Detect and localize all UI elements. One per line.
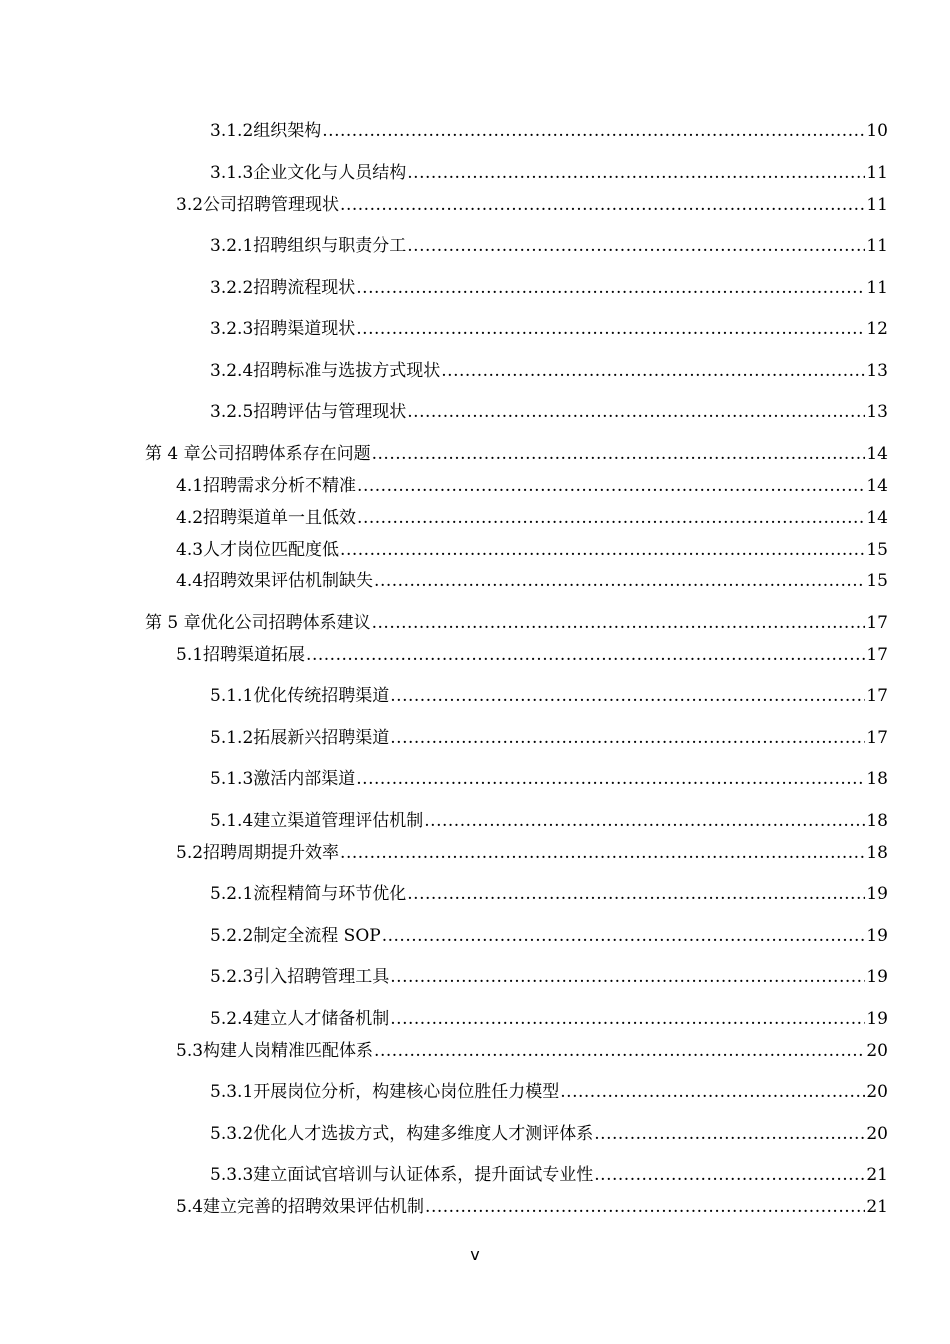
- toc-entry-title: 流程精简与环节优化: [253, 884, 407, 904]
- toc-dot-leader: [372, 443, 866, 465]
- toc-dot-leader: [441, 360, 865, 382]
- toc-entry[interactable]: [0, 810, 950, 832]
- toc-dot-leader: [340, 539, 865, 561]
- toc-entry-title: 优化传统招聘渠道: [253, 686, 390, 706]
- toc-entry-number: 5.3: [176, 1041, 204, 1061]
- toc-entry-number: 5.2.2: [210, 926, 254, 946]
- toc-entry[interactable]: [0, 1081, 950, 1103]
- toc-entry[interactable]: [0, 401, 950, 423]
- toc-entry-page: 17: [866, 613, 888, 633]
- toc-dot-leader: [306, 644, 865, 666]
- toc-entry[interactable]: [0, 966, 950, 988]
- toc-entry-page: 18: [866, 811, 888, 831]
- toc-entry-title: 招聘渠道拓展: [203, 645, 306, 665]
- toc-dot-leader: [382, 925, 866, 947]
- toc-entry[interactable]: [0, 644, 950, 666]
- toc-dot-leader: [425, 1196, 865, 1218]
- toc-dot-leader: [594, 1164, 865, 1186]
- toc-entry-title: 建立面试官培训与认证体系，提升面试专业性: [253, 1165, 594, 1185]
- toc-entry[interactable]: [0, 120, 950, 142]
- toc-entry-title: 招聘渠道单一且低效: [203, 508, 357, 528]
- toc-entry-page: 18: [866, 843, 888, 863]
- toc-dot-leader: [340, 194, 865, 216]
- toc-entry-number: 5.1.2: [210, 728, 254, 748]
- toc-entry-title: 企业文化与人员结构: [253, 163, 407, 183]
- toc-entry-page: 11: [866, 236, 888, 256]
- toc-entry-number: 3.2: [176, 195, 204, 215]
- toc-dot-leader: [424, 810, 865, 832]
- toc-entry-number: 4.4: [176, 571, 204, 591]
- toc-dot-leader: [322, 120, 865, 142]
- toc-entry-title: 激活内部渠道: [253, 769, 356, 789]
- toc-entry-number: 3.1.2: [210, 121, 254, 141]
- toc-dot-leader: [372, 612, 866, 634]
- toc-entry[interactable]: [0, 570, 950, 592]
- toc-entry-title: 建立渠道管理评估机制: [253, 811, 424, 831]
- toc-entry-number: 3.2.3: [210, 319, 254, 339]
- toc-entry[interactable]: [0, 1123, 950, 1145]
- toc-entry[interactable]: [0, 162, 950, 184]
- toc-dot-leader: [407, 235, 865, 257]
- toc-entry[interactable]: [0, 1196, 950, 1218]
- toc-entry-number: 第 5 章: [145, 613, 201, 633]
- toc-entry-page: 14: [866, 476, 888, 496]
- toc-entry-number: 3.1.3: [210, 163, 254, 183]
- toc-entry-title: 优化人才选拔方式，构建多维度人才测评体系: [253, 1124, 594, 1144]
- toc-entry-page: 21: [866, 1165, 888, 1185]
- toc-entry-page: 18: [866, 769, 888, 789]
- toc-dot-leader: [390, 727, 865, 749]
- toc-entry[interactable]: [0, 360, 950, 382]
- toc-entry[interactable]: [0, 235, 950, 257]
- toc-dot-leader: [407, 401, 865, 423]
- toc-entry-number: 3.2.4: [210, 361, 254, 381]
- toc-entry-number: 5.2.3: [210, 967, 254, 987]
- toc-entry-number: 3.2.5: [210, 402, 254, 422]
- toc-entry-number: 4.3: [176, 540, 204, 560]
- toc-entry-title: 引入招聘管理工具: [253, 967, 390, 987]
- toc-entry-number: 5.2.1: [210, 884, 254, 904]
- toc-dot-leader: [407, 883, 865, 905]
- toc-entry-page: 14: [866, 444, 888, 464]
- toc-dot-leader: [390, 966, 865, 988]
- toc-entry-page: 20: [866, 1082, 888, 1102]
- page-number: v: [470, 1245, 480, 1264]
- toc-entry[interactable]: [0, 318, 950, 340]
- toc-entry-number: 5.3.3: [210, 1165, 254, 1185]
- toc-entry-title: 招聘流程现状: [253, 278, 356, 298]
- toc-dot-leader: [594, 1123, 865, 1145]
- toc-entry-page: 17: [866, 686, 888, 706]
- toc-entry-title: 招聘评估与管理现状: [253, 402, 407, 422]
- toc-entry[interactable]: [0, 768, 950, 790]
- toc-entry[interactable]: [0, 1008, 950, 1030]
- toc-dot-leader: [374, 570, 865, 592]
- toc-entry-page: 11: [866, 195, 888, 215]
- toc-entry-title: 组织架构: [253, 121, 322, 141]
- toc-entry[interactable]: [0, 612, 950, 634]
- toc-entry-title: 招聘需求分析不精准: [203, 476, 357, 496]
- toc-dot-leader: [374, 1040, 865, 1062]
- toc-entry-title: 构建人岗精准匹配体系: [203, 1041, 374, 1061]
- toc-entry-title: 建立完善的招聘效果评估机制: [203, 1197, 425, 1217]
- toc-entry-number: 5.2: [176, 843, 204, 863]
- toc-entry-number: 5.1.1: [210, 686, 254, 706]
- toc-entry[interactable]: [0, 842, 950, 864]
- toc-entry-page: 13: [866, 402, 888, 422]
- toc-entry-number: 4.1: [176, 476, 204, 496]
- toc-entry-number: 5.2.4: [210, 1009, 254, 1029]
- toc-dot-leader: [356, 768, 865, 790]
- toc-entry-number: 5.1: [176, 645, 204, 665]
- toc-entry-title: 优化公司招聘体系建议: [200, 613, 371, 633]
- toc-dot-leader: [357, 475, 865, 497]
- toc-entry-page: 13: [866, 361, 888, 381]
- toc-entry-title: 公司招聘管理现状: [203, 195, 340, 215]
- toc-entry[interactable]: [0, 194, 950, 216]
- toc-dot-leader: [560, 1081, 865, 1103]
- toc-entry[interactable]: [0, 685, 950, 707]
- toc-entry-page: 19: [866, 926, 888, 946]
- toc-entry-number: 5.4: [176, 1197, 204, 1217]
- toc-entry-title: 招聘标准与选拔方式现状: [253, 361, 441, 381]
- toc-dot-leader: [356, 277, 865, 299]
- toc-entry-page: 15: [866, 571, 888, 591]
- toc-entry-title: 公司招聘体系存在问题: [200, 444, 371, 464]
- toc-entry-page: 21: [866, 1197, 888, 1217]
- toc-entry-number: 3.2.2: [210, 278, 254, 298]
- toc-entry-page: 19: [866, 884, 888, 904]
- toc-entry-page: 17: [866, 728, 888, 748]
- toc-dot-leader: [340, 842, 865, 864]
- toc-entry-title: 招聘渠道现状: [253, 319, 356, 339]
- toc-dot-leader: [356, 318, 865, 340]
- toc-entry-number: 第 4 章: [145, 444, 201, 464]
- toc-entry-page: 11: [866, 278, 888, 298]
- toc-entry[interactable]: [0, 475, 950, 497]
- toc-entry-number: 4.2: [176, 508, 204, 528]
- toc-dot-leader: [390, 685, 865, 707]
- toc-entry[interactable]: [0, 507, 950, 529]
- toc-entry-number: 5.3.1: [210, 1082, 254, 1102]
- toc-entry[interactable]: [0, 539, 950, 561]
- toc-entry-title: 人才岗位匹配度低: [203, 540, 340, 560]
- toc-entry-title: 招聘周期提升效率: [203, 843, 340, 863]
- toc-entry-number: 5.1.3: [210, 769, 254, 789]
- toc-entry[interactable]: [0, 727, 950, 749]
- toc-entry-page: 10: [866, 121, 888, 141]
- toc-entry-page: 19: [866, 967, 888, 987]
- toc-entry-title: 制定全流程 SOP: [253, 926, 381, 946]
- toc-entry-title: 招聘效果评估机制缺失: [203, 571, 374, 591]
- toc-entry[interactable]: [0, 443, 950, 465]
- toc-entry-title: 开展岗位分析，构建核心岗位胜任力模型: [253, 1082, 560, 1102]
- toc-entry-page: 17: [866, 645, 888, 665]
- toc-entry-number: 5.1.4: [210, 811, 254, 831]
- toc-entry-page: 12: [866, 319, 888, 339]
- toc-dot-leader: [357, 507, 865, 529]
- toc-entry[interactable]: [0, 1164, 950, 1186]
- toc-entry-page: 19: [866, 1009, 888, 1029]
- toc-entry[interactable]: [0, 277, 950, 299]
- toc-entry-page: 15: [866, 540, 888, 560]
- toc-entry-page: 20: [866, 1041, 888, 1061]
- toc-entry[interactable]: [0, 1040, 950, 1062]
- toc-entry-page: 11: [866, 163, 888, 183]
- toc-entry-number: 5.3.2: [210, 1124, 254, 1144]
- toc-entry-title: 招聘组织与职责分工: [253, 236, 407, 256]
- toc-entry-page: 14: [866, 508, 888, 528]
- toc-dot-leader: [407, 162, 865, 184]
- toc-entry-title: 拓展新兴招聘渠道: [253, 728, 390, 748]
- toc-entry-number: 3.2.1: [210, 236, 254, 256]
- toc-entry-title: 建立人才储备机制: [253, 1009, 390, 1029]
- toc-entry-page: 20: [866, 1124, 888, 1144]
- toc-dot-leader: [390, 1008, 865, 1030]
- toc-entry[interactable]: [0, 925, 950, 947]
- toc-entry[interactable]: [0, 883, 950, 905]
